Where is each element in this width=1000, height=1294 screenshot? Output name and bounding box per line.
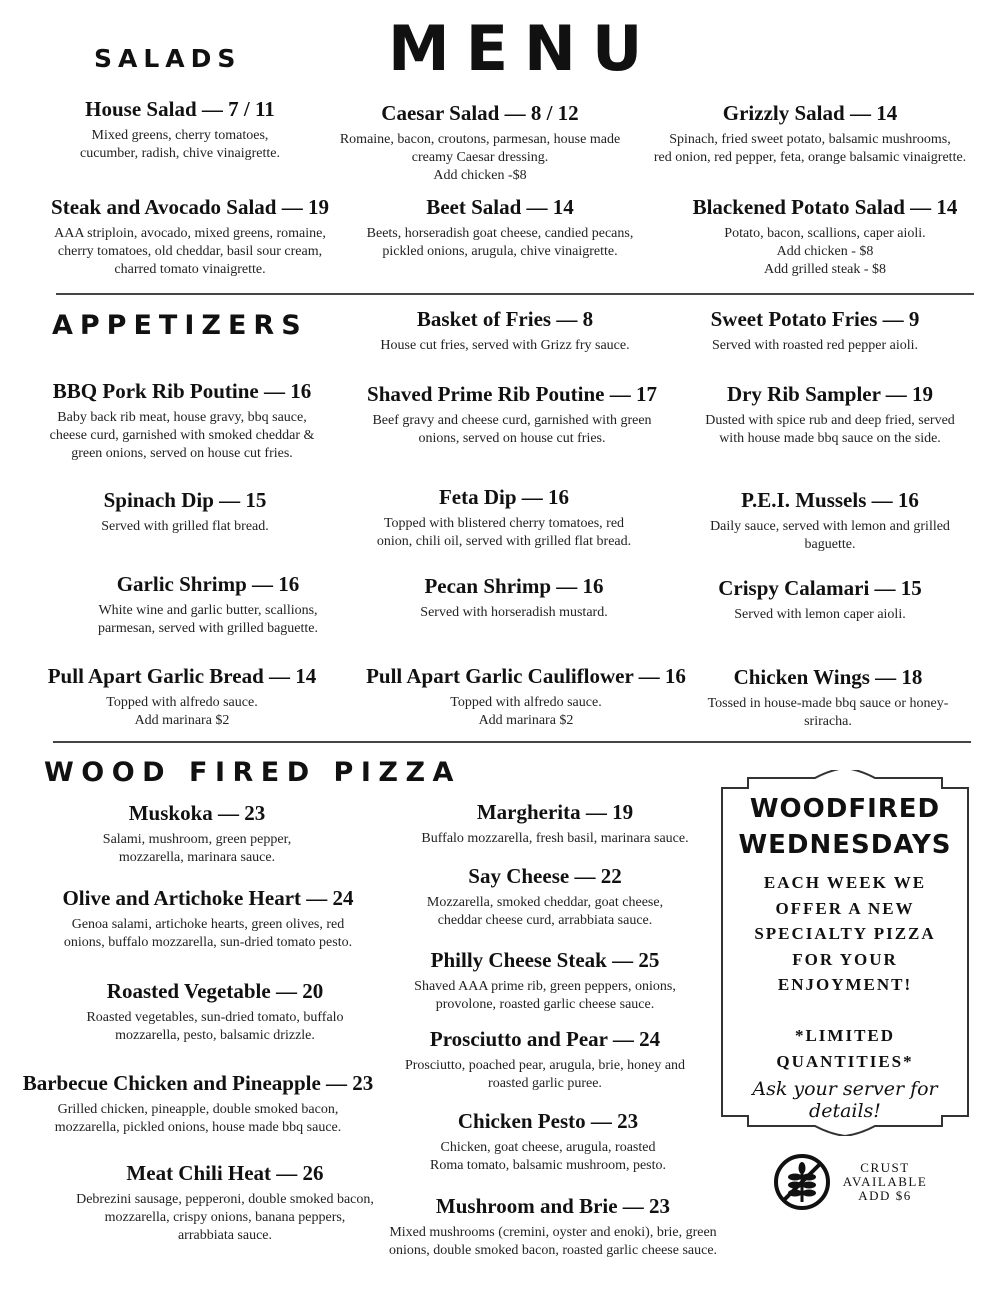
desc-line: Romaine, bacon, croutons, parmesan, house made (339, 132, 621, 147)
item-name: Margherita — 19 (476, 800, 634, 824)
desc-line: Beets, horseradish goat cheese, candied pecans, (366, 226, 634, 241)
desc-line: Tossed in house-made bbq sauce or honey- (707, 696, 949, 711)
item-description (378, 1139, 718, 1175)
desc-line: Grilled chicken, pineapple, double smoked bacon, (57, 1102, 339, 1117)
promo-limited (720, 1023, 970, 1074)
gf-line: AVAILABLE (842, 1174, 928, 1189)
menu-item-spinach-dip (25, 487, 345, 536)
desc-line: mozzarella, pickled onions, house made bbq sauce. (54, 1120, 342, 1135)
item-name: Steak and Avocado Salad — 19 (51, 195, 329, 219)
item-description (375, 894, 715, 930)
menu-title: MENU (388, 12, 659, 85)
desc-line: cheese curd, garnished with smoked cheddar & (49, 428, 315, 443)
appetizers-heading: APPETIZERS (52, 310, 308, 341)
menu-item-bbq-chicken-pineapple (18, 1070, 378, 1137)
desc-line: onions, served on house cut fries. (418, 431, 606, 446)
desc-line: mozzarella, crispy onions, banana peppers, (104, 1210, 346, 1225)
menu-item-bbq-pork-rib-poutine (22, 378, 342, 463)
item-description (660, 337, 970, 355)
item-name: Shaved Prime Rib Poutine — 17 (367, 382, 657, 406)
desc-line: Served with lemon caper aioli. (734, 607, 906, 622)
item-name: Feta Dip — 16 (438, 485, 570, 509)
desc-line: charred tomato vinaigrette. (114, 262, 266, 277)
desc-line: creamy Caesar dressing. (411, 150, 549, 165)
item-description (385, 830, 725, 848)
item-description (320, 131, 640, 185)
desc-line: AAA striploin, avocado, mixed greens, romaine, (54, 226, 326, 241)
promo-body-line: FOR YOUR (792, 949, 898, 969)
item-name: Beet Salad — 14 (426, 195, 574, 219)
item-description (20, 127, 340, 163)
menu-item-pei-mussels (680, 487, 980, 554)
item-name: Grizzly Salad — 14 (722, 101, 898, 125)
item-name: Philly Cheese Steak — 25 (430, 948, 660, 972)
menu-item-margherita (385, 799, 725, 848)
item-name: Prosciutto and Pear — 24 (429, 1027, 661, 1051)
desc-line: Debrezini sausage, pepperoni, double smoked bacon, (76, 1192, 374, 1207)
item-description (45, 1191, 405, 1245)
menu-item-feta-dip (344, 484, 664, 551)
item-name: Garlic Shrimp — 16 (116, 572, 300, 596)
menu-item-beet-salad (340, 194, 660, 261)
desc-line: cherry tomatoes, old cheddar, basil sour cream, (57, 244, 323, 259)
desc-line: arrabbiata sauce. (177, 1228, 273, 1243)
menu-item-olive-artichoke-heart (28, 885, 388, 952)
item-description (368, 1224, 738, 1260)
menu-item-prosciutto-pear (375, 1026, 715, 1093)
item-name: Chicken Wings — 18 (733, 665, 923, 689)
desc-line: Daily sauce, served with lemon and grilled (710, 519, 950, 534)
desc-line: Served with horseradish mustard. (420, 605, 608, 620)
promo-script-note: Ask your server for details! (752, 1078, 938, 1122)
desc-line: Roasted vegetables, sun-dried tomato, buffalo (86, 1010, 344, 1025)
menu-item-chicken-pesto (378, 1108, 718, 1175)
item-description (670, 606, 970, 624)
desc-line: sriracha. (804, 714, 852, 729)
item-name: Spinach Dip — 15 (103, 488, 267, 512)
item-description (55, 1009, 375, 1045)
desc-line: cucumber, radish, chive vinaigrette. (79, 146, 281, 161)
promo-body (720, 870, 970, 998)
item-description (375, 1057, 715, 1093)
item-description (18, 1101, 378, 1137)
item-description (25, 518, 345, 536)
menu-item-house-salad (20, 96, 340, 163)
desc-line: Salami, mushroom, green pepper, (102, 832, 292, 847)
desc-line: Mixed greens, cherry tomatoes, (91, 128, 269, 143)
promo-limited-line: QUANTITIES* (776, 1051, 914, 1071)
desc-line: Add chicken - $8 (776, 244, 874, 259)
desc-line: green onions, served on house cut fries. (71, 446, 293, 461)
item-description (680, 412, 980, 448)
desc-line: Roma tomato, balsamic mushroom, pesto. (429, 1158, 667, 1173)
section-divider (53, 741, 971, 743)
item-name: Pull Apart Garlic Cauliflower — 16 (366, 664, 686, 688)
desc-line: Topped with alfredo sauce. (106, 695, 258, 710)
desc-line: Topped with blistered cherry tomatoes, red (383, 516, 625, 531)
item-name: Blackened Potato Salad — 14 (692, 195, 958, 219)
menu-item-mushroom-brie (368, 1193, 738, 1260)
item-name: P.E.I. Mussels — 16 (741, 488, 919, 512)
desc-line: Served with grilled flat bread. (101, 519, 269, 534)
desc-line: Baby back rib meat, house gravy, bbq sauce, (57, 410, 307, 425)
item-description (345, 337, 665, 355)
item-name: Mushroom and Brie — 23 (435, 1194, 671, 1218)
desc-line: onions, buffalo mozzarella, sun-dried tomato pesto. (63, 935, 353, 950)
item-description (356, 694, 696, 730)
item-description (48, 602, 368, 638)
salads-heading: SALADS (94, 44, 242, 73)
menu-item-grizzly-salad (640, 100, 980, 167)
woodfired-wednesdays-promo (720, 770, 970, 1136)
item-name: Pecan Shrimp — 16 (424, 574, 604, 598)
menu-item-muskoka (37, 800, 357, 867)
item-name: Crispy Calamari — 15 (718, 576, 922, 600)
menu-item-pull-apart-garlic-cauliflower (356, 663, 696, 730)
desc-line: Served with roasted red pepper aioli. (711, 338, 919, 353)
item-description (375, 978, 715, 1014)
item-name: Sweet Potato Fries — 9 (710, 307, 920, 331)
menu-item-dry-rib-sampler (680, 381, 980, 448)
menu-item-crispy-calamari (670, 575, 970, 624)
promo-title-line1: WOODFIRED (749, 794, 941, 824)
desc-line: onion, chili oil, served with grilled flat bread. (376, 534, 632, 549)
desc-line: mozzarella, marinara sauce. (118, 850, 276, 865)
item-description (680, 518, 980, 554)
promo-title-line2: WEDNESDAYS (738, 830, 952, 860)
desc-line: Dusted with spice rub and deep fried, served (705, 413, 955, 428)
desc-line: Add grilled steak - $8 (763, 262, 887, 277)
promo-body-line: OFFER A NEW (775, 898, 915, 918)
item-name: Chicken Pesto — 23 (457, 1109, 639, 1133)
desc-line: Topped with alfredo sauce. (450, 695, 602, 710)
gf-line: CRUST (860, 1160, 910, 1175)
menu-item-philly-cheese-steak (375, 947, 715, 1014)
item-description (354, 604, 674, 622)
desc-line: Add marinara $2 (478, 713, 574, 728)
promo-body-line: SPECIALTY PIZZA (754, 924, 936, 943)
desc-line: Prosciutto, poached pear, arugula, brie, honey and (404, 1058, 686, 1073)
desc-line: provolone, roasted garlic cheese sauce. (435, 997, 655, 1012)
desc-line: Potato, bacon, scallions, caper aioli. (724, 226, 926, 241)
no-wheat-icon (772, 1152, 832, 1212)
item-name: Say Cheese — 22 (468, 864, 622, 888)
item-description (344, 515, 664, 551)
menu-item-roasted-vegetable (55, 978, 375, 1045)
item-name: Dry Rib Sampler — 19 (726, 382, 934, 406)
desc-line: mozzarella, pesto, balsamic drizzle. (115, 1028, 315, 1043)
menu-item-pecan-shrimp (354, 573, 674, 622)
item-name: Meat Chili Heat — 26 (126, 1161, 324, 1185)
item-name: Pull Apart Garlic Bread — 14 (47, 664, 317, 688)
pizza-heading: WOOD FIRED PIZZA (44, 757, 461, 788)
item-name: Muskoka — 23 (128, 801, 266, 825)
item-description (22, 694, 342, 730)
desc-line: Chicken, goat cheese, arugula, roasted (440, 1140, 656, 1155)
item-description (340, 225, 660, 261)
desc-line: with house made bbq sauce on the side. (719, 431, 941, 446)
menu-item-shaved-prime-rib-poutine (352, 381, 672, 448)
item-description (28, 916, 388, 952)
desc-line: Add chicken -$8 (433, 168, 527, 183)
desc-line: pickled onions, arugula, chive vinaigrette. (382, 244, 618, 259)
desc-line: Beef gravy and cheese curd, garnished with green (372, 413, 652, 428)
item-description (680, 695, 976, 731)
menu-item-pull-apart-garlic-bread (22, 663, 342, 730)
desc-line: Genoa salami, artichoke hearts, green olives, red (71, 917, 345, 932)
item-description (640, 131, 980, 167)
gf-line: ADD $6 (858, 1188, 912, 1203)
desc-line: Spinach, fried sweet potato, balsamic mushrooms, (669, 132, 951, 147)
gluten-free-crust-note (840, 1161, 930, 1203)
item-name: Basket of Fries — 8 (416, 307, 594, 331)
item-name: Caesar Salad — 8 / 12 (381, 101, 579, 125)
menu-item-caesar-salad (320, 100, 640, 185)
desc-line: onions, double smoked bacon, roasted garlic cheese sauce. (388, 1243, 718, 1258)
section-divider (56, 293, 974, 295)
menu-item-steak-avocado-salad (30, 194, 350, 279)
item-name: Roasted Vegetable — 20 (106, 979, 324, 1003)
item-description (670, 225, 980, 279)
desc-line: House cut fries, served with Grizz fry sauce. (380, 338, 630, 353)
item-name: Barbecue Chicken and Pineapple — 23 (22, 1071, 374, 1095)
item-description (37, 831, 357, 867)
menu-item-sweet-potato-fries (660, 306, 970, 355)
desc-line: baguette. (804, 537, 856, 552)
promo-body-line: EACH WEEK WE (763, 873, 927, 892)
menu-item-blackened-potato-salad (670, 194, 980, 279)
item-description (352, 412, 672, 448)
desc-line: Add marinara $2 (134, 713, 230, 728)
item-name: Olive and Artichoke Heart — 24 (62, 886, 354, 910)
desc-line: red onion, red pepper, feta, orange balsamic vinaigrette. (653, 150, 967, 165)
promo-body-line: ENJOYMENT! (777, 975, 913, 994)
desc-line: Buffalo mozzarella, fresh basil, marinara sauce. (421, 831, 689, 846)
desc-line: Mozzarella, smoked cheddar, goat cheese, (426, 895, 664, 910)
item-name: BBQ Pork Rib Poutine — 16 (52, 379, 312, 403)
menu-item-say-cheese (375, 863, 715, 930)
desc-line: parmesan, served with grilled baguette. (97, 621, 319, 636)
menu-item-chicken-wings (680, 664, 976, 731)
desc-line: cheddar cheese curd, arrabbiata sauce. (437, 913, 653, 928)
desc-line: Mixed mushrooms (cremini, oyster and enoki), brie, green (389, 1225, 717, 1240)
desc-line: roasted garlic puree. (488, 1076, 602, 1091)
desc-line: White wine and garlic butter, scallions, (98, 603, 318, 618)
desc-line: Shaved AAA prime rib, green peppers, onions, (414, 979, 676, 994)
item-name: House Salad — 7 / 11 (85, 97, 275, 121)
promo-limited-line: *LIMITED (794, 1026, 896, 1045)
menu-item-basket-of-fries (345, 306, 665, 355)
menu-item-meat-chili-heat (45, 1160, 405, 1245)
menu-item-garlic-shrimp (48, 571, 368, 638)
item-description (22, 409, 342, 463)
item-description (30, 225, 350, 279)
